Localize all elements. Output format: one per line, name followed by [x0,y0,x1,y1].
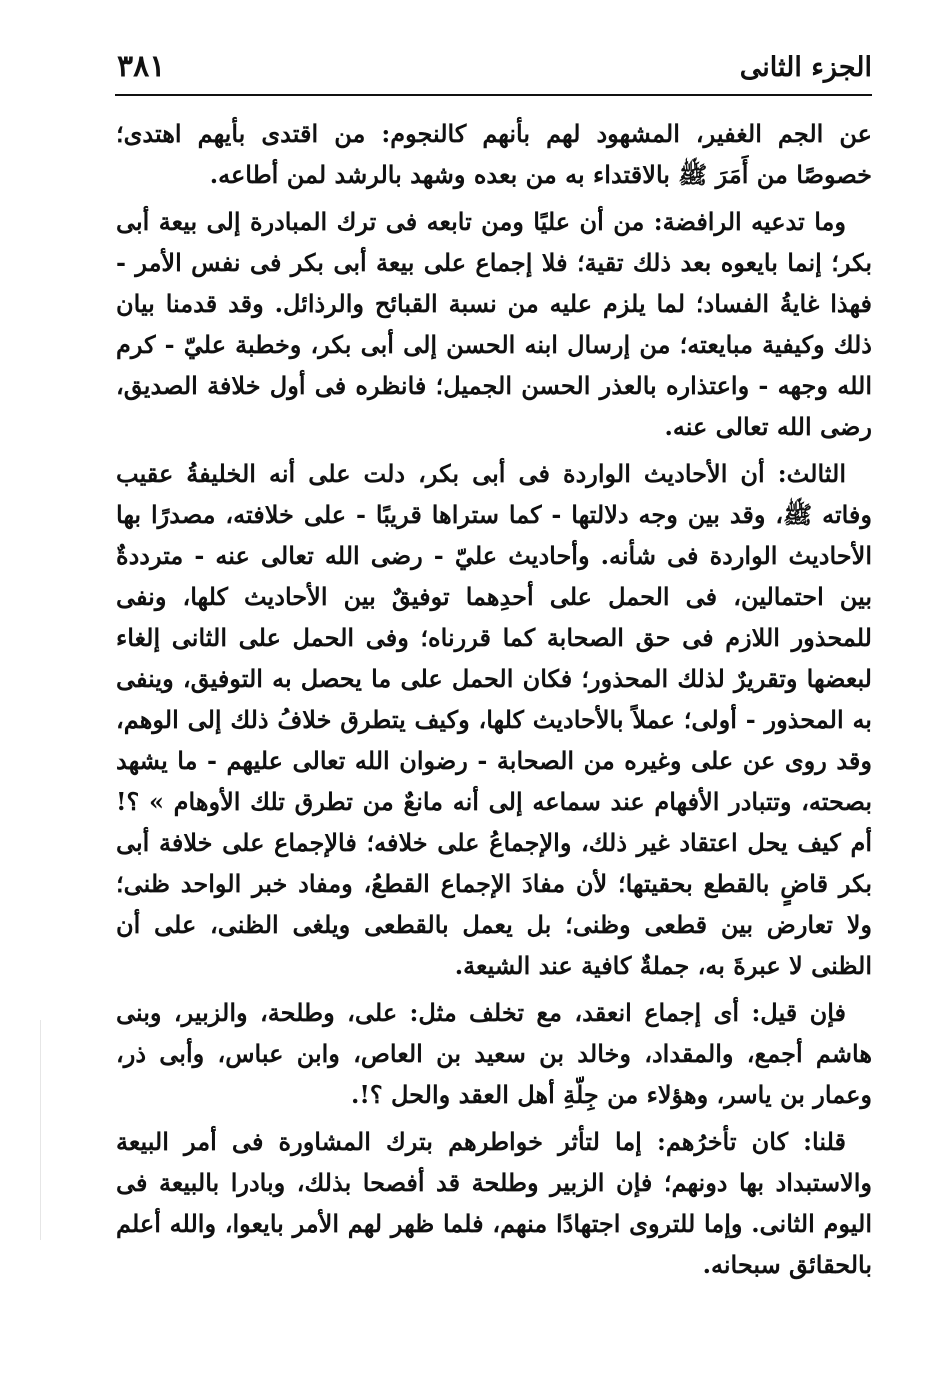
scan-edge-mark [40,1020,41,1240]
page-header [115,48,872,94]
paragraph-1: عن الجم الغفير، المشهود لهم بأنهم كالنجوم: من اقتدى بأيهم اهتدى؛ خصوصًا من أَمَرَ ﷺ بالاقتداء به من بعده وشهد بالرشد لمن أطاعه. [116,119,872,189]
paragraph-4: فإن قيل: أى إجماع انعقد، مع تخلف مثل: على، وطلحة، والزبير، وبنى هاشم أجمع، والمقداد، وخالد بن سعيد بن العاص، وابن عباس، وأبى ذر، وعمار بن ياسر، وهؤلاء من جِلّةِ أهل العقد والحل ؟!. [116,998,872,1109]
paragraph-3: الثالث: أن الأحاديث الواردة فى أبى بكر، دلت على أنه الخليفةُ عقيب وفاته ﷺ، وقد بين وجه دلالتها - كما ستراها قريبًا - على خلافته، مصدرًا بها الأحاديث الواردة فى شأنه. وأحاديث عليّ - رضى الله تعالى عنه - مترددةٌ بين احتمالين، فى الحمل على أحدِهما توفيقٌ بين الأحاديث كلها، ونفى للمحذور اللازم فى حق الصحابة كما قررناه؛ وفى الحمل على الثانى إلغاء لبعضها وتقريرٌ لذلك المحذور؛ فكان الحمل على ما يحصل به التوفيق، وينفى به المحذور - أولى؛ عملاً بالأحاديث كلها، وكيف يتطرق خلافُ ذلك إلى الوهم، وقد روى عن على وغيره من الصحابة - رضوان الله تعالى عليهم - ما يشهد بصحته، وتتبادر الأفهام عند سماعه إلى أنه مانعٌ من تطرق تلك الأوهام » ؟! أم كيف يحل اعتقاد غير ذلك، والإجماعُ على خلافه؛ فالإجماع على خلافة أبى بكر قاضٍ بالقطع بحقيتها؛ لأن مفادَ الإجماع القطعُ، ومفاد خبر الواحد ظنى؛ ولا تعارض بين قطعى وظنى؛ بل يعمل بالقطعى ويلغى الظنى، على أن الظنى لا عبرةَ به، جملةٌ كافية عند الشيعة. [116,459,872,980]
header-divider [115,94,872,96]
paragraph-5: قلنا: كان تأخرُهم: إما لتأثر خواطرهم بترك المشاورة فى أمر البيعة والاستبداد بها دونهم؛ فإن الزبير وطلحة قد أفصحا بذلك، وبادرا بالبيعة فى اليوم الثانى. وإما للتروى اجتهادًا منهم، فلما ظهر لهم الأمر بايعوا، والله أعلم بالحقائق سبحانه. [116,1127,872,1279]
page-number: ٣٨١ [117,49,166,84]
paragraph-2: وما تدعيه الرافضة: من أن عليًا ومن تابعه فى ترك المبادرة إلى بيعة أبى بكر؛ إنما بايعوه بعد ذلك تقية؛ فلا إجماع على بيعة أبى بكر فى نفس الأمر - فهذا غايةُ الفساد؛ لما يلزم عليه من نسبة القبائح والرذائل. وقد قدمنا بيان ذلك وكيفية مبايعته؛ من إرسال ابنه الحسن إلى أبى بكر، وخطبة عليّ - كرم الله وجهه - واعتذاره بالعذر الحسن الجميل؛ فانظره فى أول خلافة الصديق، رضى الله تعالى عنه. [116,207,873,441]
page-body [116,113,872,1291]
running-title: الجزء الثانى [739,52,872,83]
